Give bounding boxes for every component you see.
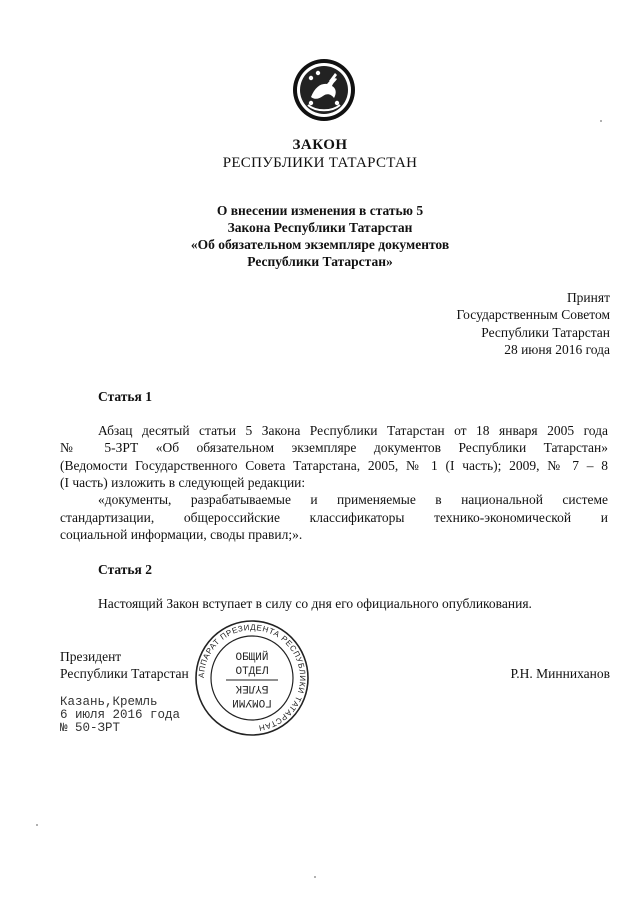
footer-number: № 50-ЗРТ (60, 721, 121, 735)
article-1-line-5: «документы, разрабатываемые и применяемые в национальной системе (98, 492, 608, 507)
law-heading-line-2: Закона Республики Татарстан (227, 220, 413, 235)
signature-position-line-1: Президент (60, 649, 122, 664)
article-2-text: Настоящий Закон вступает в силу со дня его официального опубликования. (98, 596, 532, 611)
adoption-block (457, 289, 610, 359)
scan-speck (600, 120, 602, 122)
law-heading-line-3: «Об обязательном экземпляре документов (190, 237, 450, 252)
article-1-line-6: стандартизации, общероссийские классификаторы технико-экономической и (60, 510, 608, 525)
law-title: ЗАКОН (292, 137, 348, 153)
signatory-name: Р.Н. Минниханов (510, 666, 610, 681)
adoption-line-2: Государственным Советом (456, 307, 610, 323)
article-2-title: Статья 2 (98, 562, 152, 577)
seal-ring-text: АППАРАТ ПРЕЗИДЕНТА РЕСПУБЛИКИ ТАТАРСТАН (196, 622, 308, 733)
article-1-line-3: (Ведомости Государственного Совета Татарстана, 2005, № 1 (I часть); 2009, № 7 – 8 (60, 458, 608, 473)
seal-center-bottom-2: ГОМУМИ (232, 696, 272, 708)
article-1-line-1: Абзац десятый статьи 5 Закона Республики Татарстан от 18 января 2005 года (98, 423, 608, 438)
scan-speck (314, 876, 316, 878)
scan-speck (36, 824, 38, 826)
law-subtitle: РЕСПУБЛИКИ ТАТАРСТАН (222, 155, 418, 171)
article-1-line-2: № 5-ЗРТ «Об обязательном экземпляре документов Республики Татарстан» (60, 440, 608, 455)
law-heading-line-1: О внесении изменения в статью 5 (216, 203, 424, 218)
adoption-line-1: Принят (566, 290, 610, 305)
signature-position-line-2: Республики Татарстан (60, 666, 189, 681)
adoption-date: 28 июня 2016 года (504, 342, 610, 358)
footer-place: Казань,Кремль (60, 695, 158, 709)
seal-center-mid: ОТДЕЛ (235, 666, 269, 678)
adoption-line-3: Республики Татарстан (481, 324, 610, 340)
footer-date: 6 июля 2016 года (60, 708, 181, 722)
article-1-line-7: социальной информации, своды правил;». (60, 527, 303, 542)
official-seal-stamp (193, 618, 311, 738)
article-1-line-4: (I часть) изложить в следующей редакции: (60, 475, 306, 490)
seal-center-bottom-1: БҮЛЕК (235, 682, 269, 694)
seal-center-top: ОБЩИЙ (235, 652, 269, 664)
article-1-title: Статья 1 (98, 389, 152, 404)
law-heading-line-4: Республики Татарстан» (247, 254, 393, 269)
coat-of-arms-emblem (291, 57, 357, 123)
